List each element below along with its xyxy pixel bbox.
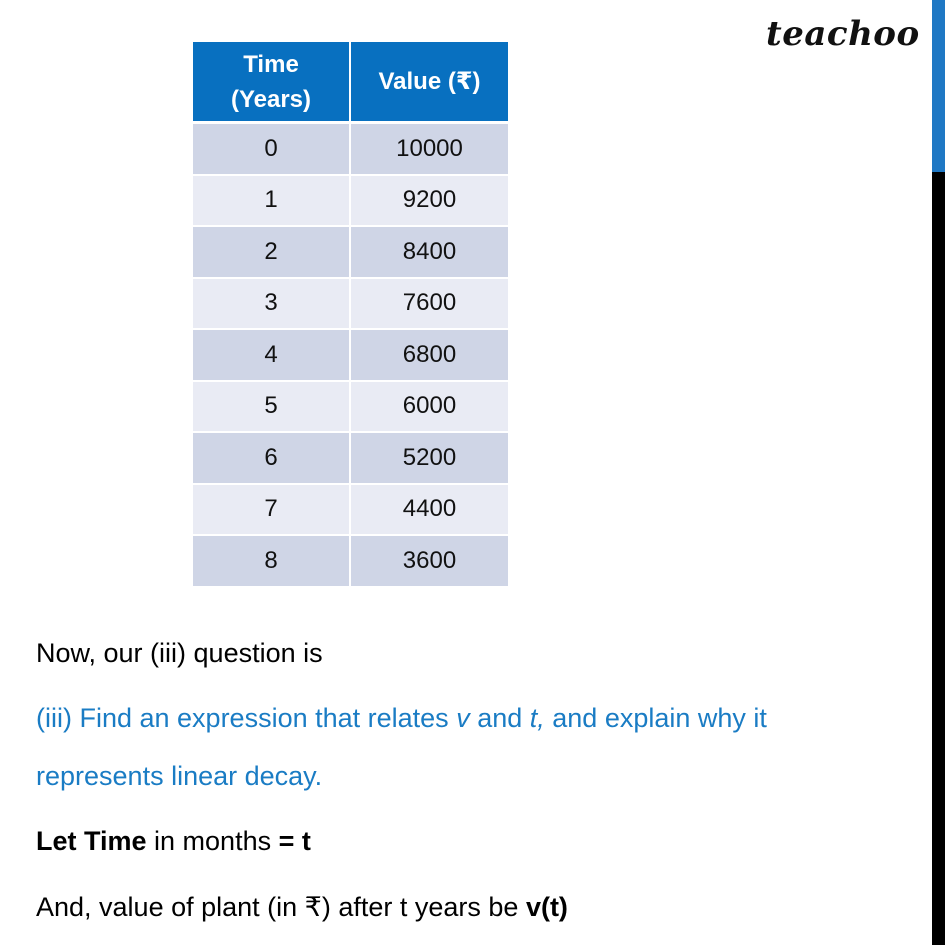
header-time-line2: (Years) xyxy=(230,85,312,113)
teachoo-logo: teachoo xyxy=(766,14,920,54)
value-function: v(t) xyxy=(525,892,568,922)
question-text-a: (iii) Find an expression that relates xyxy=(36,703,457,733)
header-time-line1: Time xyxy=(243,50,299,78)
time-cell: 1 xyxy=(193,175,350,227)
value-cell: 8400 xyxy=(350,226,508,278)
table-row xyxy=(193,484,508,536)
value-cell: 4400 xyxy=(350,484,508,536)
let-time-mid: in months xyxy=(146,826,279,856)
table-row xyxy=(193,381,508,433)
value-cell: 7600 xyxy=(350,278,508,330)
time-cell: 6 xyxy=(193,432,350,484)
value-definition-text: And, value of plant (in ₹) after t years be xyxy=(36,892,526,922)
value-cell: 3600 xyxy=(350,535,508,587)
header-time xyxy=(193,42,350,123)
scrollbar-track[interactable] xyxy=(932,172,945,945)
time-cell: 8 xyxy=(193,535,350,587)
variable-t: t, xyxy=(529,703,545,733)
time-value-table xyxy=(193,42,508,588)
question-and: and xyxy=(469,703,530,733)
value-cell: 6000 xyxy=(350,381,508,433)
value-cell: 9200 xyxy=(350,175,508,227)
let-time-label: Let Time xyxy=(36,826,147,856)
table-row xyxy=(193,226,508,278)
value-cell: 6800 xyxy=(350,329,508,381)
intro-text: Now, our (iii) question is xyxy=(36,638,323,668)
value-cell: 10000 xyxy=(350,123,508,175)
time-cell: 3 xyxy=(193,278,350,330)
scrollbar-thumb[interactable] xyxy=(932,0,945,172)
table-row xyxy=(193,175,508,227)
question-text-b: and explain why it xyxy=(544,703,767,733)
question-line-1 xyxy=(36,703,767,734)
table-header-row xyxy=(193,42,508,123)
time-cell: 0 xyxy=(193,123,350,175)
let-time-line xyxy=(36,826,311,857)
time-cell: 4 xyxy=(193,329,350,381)
header-value: Value (₹) xyxy=(350,42,508,123)
time-cell: 5 xyxy=(193,381,350,433)
table-row xyxy=(193,123,508,175)
question-line-2: represents linear decay. xyxy=(36,761,323,791)
table-row xyxy=(193,278,508,330)
time-cell: 2 xyxy=(193,226,350,278)
table-row xyxy=(193,432,508,484)
table-row xyxy=(193,535,508,587)
let-time-eq: = t xyxy=(278,826,311,856)
time-cell: 7 xyxy=(193,484,350,536)
variable-v: v xyxy=(456,703,470,733)
value-cell: 5200 xyxy=(350,432,508,484)
value-definition-line xyxy=(36,892,568,923)
table-row xyxy=(193,329,508,381)
